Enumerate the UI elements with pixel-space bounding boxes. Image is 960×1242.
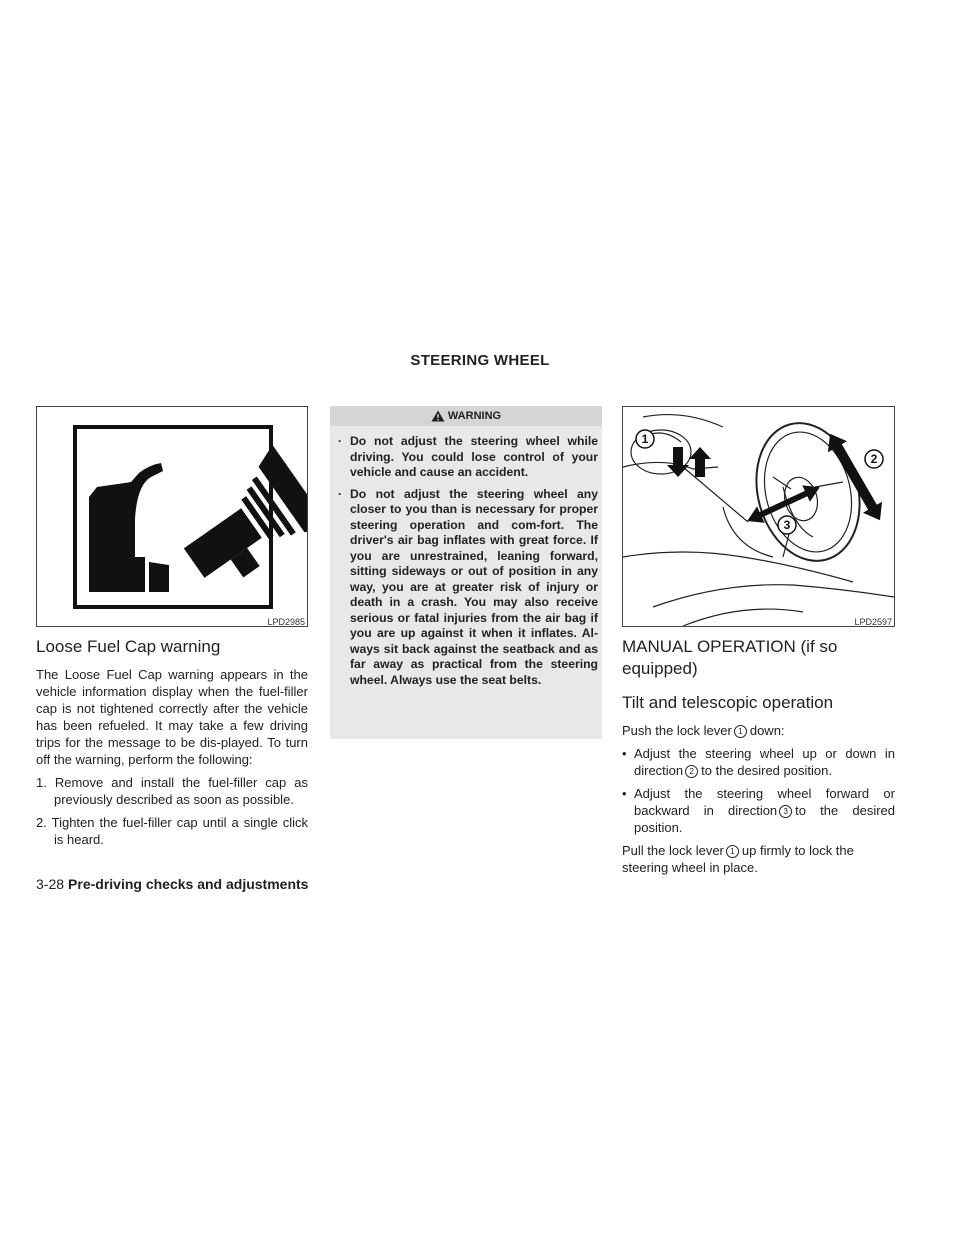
- tilt-telescopic-heading: Tilt and telescopic operation: [622, 693, 834, 712]
- warning-title: WARNING: [447, 410, 502, 422]
- list-item: • Adjust the steering wheel forward or backward in direction 3 to the desired position.: [622, 786, 895, 835]
- pull-lever-text: Pull the lock lever 1 up firmly to lock the steering wheel in place.: [622, 843, 854, 875]
- fuel-cap-steps: [36, 774, 308, 848]
- fuel-cap-figure: [36, 406, 308, 627]
- section-title: STEERING WHEEL: [410, 352, 550, 369]
- adjust-list: [622, 745, 895, 836]
- loose-fuel-cap-heading: Loose Fuel Cap warning: [36, 637, 221, 656]
- push-lever-text: Push the lock lever 1 down:: [622, 723, 785, 738]
- steering-wheel-illustration: [623, 407, 894, 626]
- steering-wheel-figure: [622, 406, 895, 627]
- fuel-cap-icon: [37, 407, 307, 626]
- list-item: 1. Remove and install the fuel-filler cap as previously described as soon as possible.: [36, 775, 308, 807]
- callout-2: 2: [870, 452, 878, 466]
- page-footer: [36, 876, 308, 892]
- list-item: 2. Tighten the fuel-filler cap until a single click is heard.: [36, 815, 308, 847]
- page-number: 3-28: [36, 876, 65, 892]
- callout-ref-1: 1: [726, 845, 739, 858]
- right-column: [622, 636, 895, 882]
- chapter-title: Pre-driving checks and adjustments: [68, 876, 309, 892]
- left-column: [36, 636, 308, 854]
- callout-ref-1: 1: [734, 725, 747, 738]
- warning-item: · Do not adjust the steering wheel while driving. You could lose control of your vehicle and cause an accident.: [338, 434, 598, 479]
- callout-3: 3: [783, 518, 791, 532]
- figure-label: LPD2597: [854, 617, 892, 627]
- callout-1: 1: [641, 432, 649, 446]
- figure-label: LPD2985: [267, 617, 305, 627]
- loose-fuel-cap-intro: The Loose Fuel Cap warning appears in the vehicle information display when the fuel-filler cap is not tightened correctly after the vehicle has been refueled. It may take a few driving trips for the message to be dis-played. To turn off the warning, perform the following:: [36, 667, 308, 767]
- warning-triangle-icon: [431, 410, 445, 422]
- warning-header: [330, 406, 602, 426]
- warning-item: · Do not adjust the steering wheel any closer to you than is necessary for proper steering operation and com-fort. The driver's air bag inflates with great force. If you are unrestrained, leaning forward, sitting sideways or out of position in any way, you are at greater risk of injury or death in a crash. You may also receive serious or fatal injuries from the air bag if you are up against it when it inflates. Al-ways sit back against the seatback and as far away as practical from the steering wheel. Always use the seat belts.: [338, 486, 598, 687]
- callout-ref-2: 2: [685, 765, 698, 778]
- list-item: • Adjust the steering wheel up or down in direction 2 to the desired position.: [622, 746, 895, 778]
- manual-operation-heading: MANUAL OPERATION (if so equipped): [622, 637, 838, 678]
- warning-box: [330, 406, 602, 739]
- callout-ref-3: 3: [779, 805, 792, 818]
